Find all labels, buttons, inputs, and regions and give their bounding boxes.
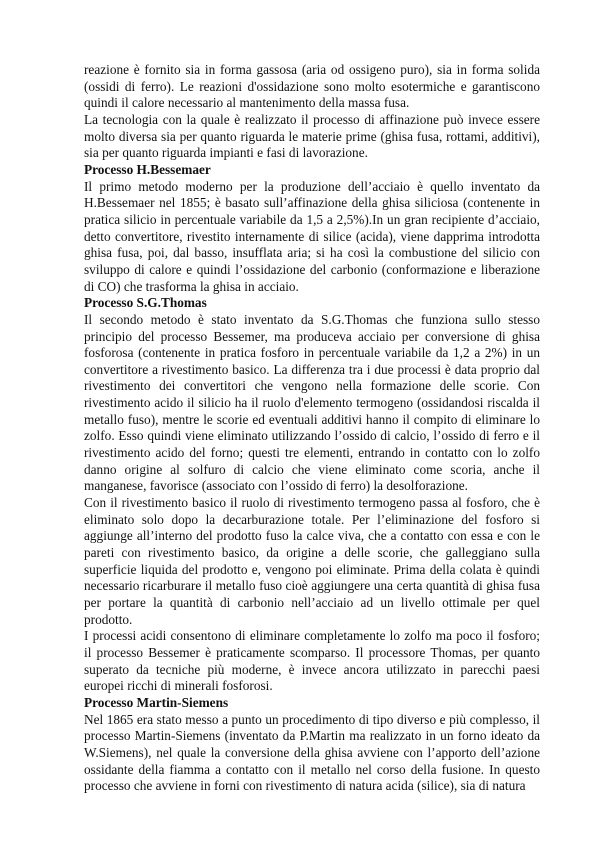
- paragraph-acid-processes: I processi acidi consentono di eliminare completamente lo zolfo ma poco il fosforo; il processo Bessemer è praticamente scomparso. Il processore Thomas, per quanto superato da tecniche più moderne, è invece ancora utilizzato in parecchi paesi europei ricchi di minerali fosforosi.: [84, 628, 540, 694]
- paragraph-refining-technology: La tecnologia con la quale è realizzato il processo di affinazione può invece essere molto diversa sia per quanto riguarda le materie prime (ghisa fusa, rottami, additivi), sia per quanto riguarda impianti e fasi di lavorazione.: [84, 111, 540, 161]
- paragraph-basic-lining: Con il rivestimento basico il ruolo di rivestimento termogeno passa al fosforo, che è eliminato solo dopo la decarburazione totale. Per l’eliminazione del fosforo si aggiunge all’interno del prodotto fuso la calce viva, che a contatto con essa e con le pareti con rivestimento basico, da origine a delle scorie, che galleggiano sulla superficie liquida del prodotto e, vengono poi eliminate. Prima della colata è quindi necessario ricarburare il metallo fuso cioè aggiungere una certa quantità di ghisa fusa per portare la quantità di carbonio nell’acciaio ad un livello ottimale per quel prodotto.: [84, 495, 540, 627]
- heading-martin-siemens-process: Processo Martin-Siemens: [84, 694, 229, 710]
- paragraph-bessemer-description: Il primo metodo moderno per la produzione dell’acciaio è quello inventato da H.Bessemaer nel 1855; è basato sull’affinazione della ghisa siliciosa (contenente in pratica silicio in percentuale variabile da 1,5 a 2,5%).In un gran recipiente d’acciaio, detto convertitore, rivestito internamente di silice (acida), viene dapprima introdotta ghisa fusa, poi, dal basso, insufflata aria; si ha così la combustione del silicio con sviluppo di calore e quindi l’ossidazione del carbonio (conformazione e liberazione di CO) che trasforma la ghisa in acciaio.: [84, 178, 540, 294]
- paragraph-thomas-description: Il secondo metodo è stato inventato da S.G.Thomas che funziona sullo stesso principio del processo Bessemer, ma produceva acciaio per conversione di ghisa fosforosa (contenente in pratica fosforo in percentuale variabile da 1,2 a 2%) in un convertitore a rivestimento basico. La differenza tra i due processi è data proprio dal rivestimento dei convertitori che vengono nella formazione delle scorie. Con rivestimento acido il silicio ha il ruolo d'elemento termogeno (ossidandosi riscalda il metallo fuso), mentre le scorie ed eventuali additivi hanno il compito di eliminare lo zolfo. Esso quindi viene eliminato utilizzando l’ossido di calcio, l’ossido di ferro e il rivestimento acido del forno; questi tre elementi, entrando in contatto con lo zolfo danno origine al solfuro di calcio che viene eliminato come scoria, anche il manganese, favorisce (associato con l’ossido di ferro) la desolforazione.: [84, 311, 540, 494]
- heading-bessemer-process: Processo H.Bessemaer: [84, 161, 211, 177]
- paragraph-martin-siemens-description: Nel 1865 era stato messo a punto un procedimento di tipo diverso e più complesso, il processo Martin-Siemens (inventato da P.Martin ma realizzato in un forno ideato da W.Siemens), nel quale la conversione della ghisa avviene con l’apporto dell’azione ossidante della fiamma a contatto con il metallo nel corso della fusione. In questo processo che avviene in forni con rivestimento di natura acida (silice), sia di natura: [84, 711, 540, 794]
- document-page: [84, 62, 540, 795]
- heading-thomas-process: Processo S.G.Thomas: [84, 295, 207, 311]
- paragraph-oxidation-reactions: reazione è fornito sia in forma gassosa (aria od ossigeno puro), sia in forma solida (ossidi di ferro). Le reazioni d'ossidazione sono molto esotermiche e garantiscono quindi il calore necessario al mantenimento della massa fusa.: [84, 62, 540, 111]
